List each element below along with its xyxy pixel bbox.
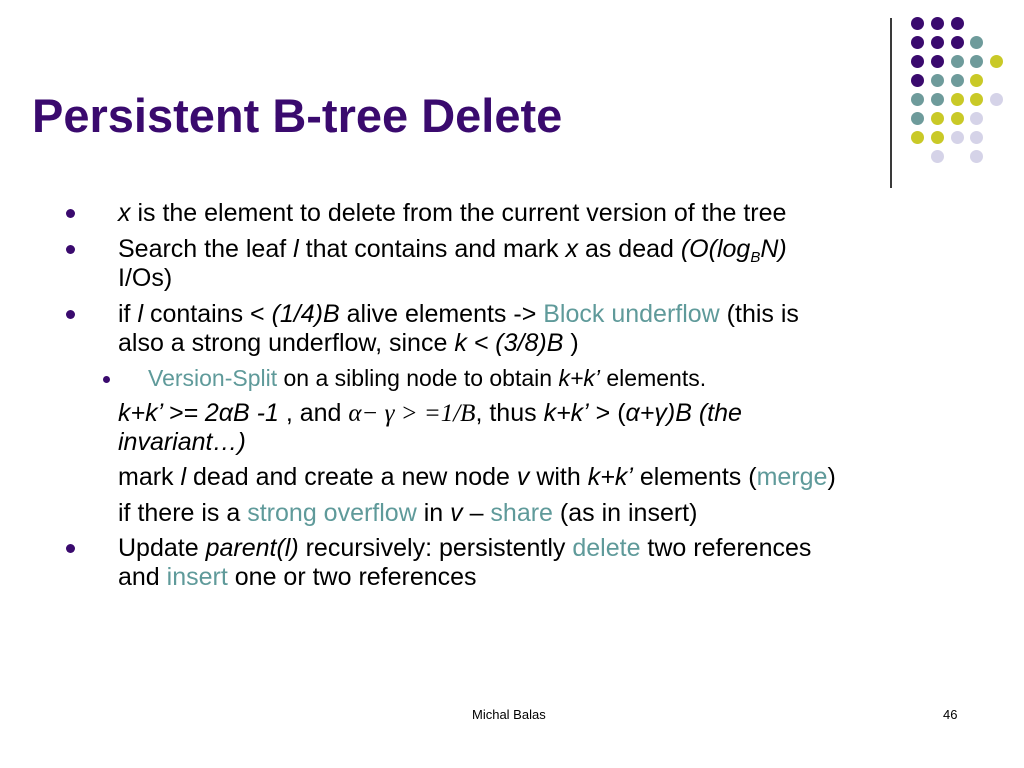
paragraph-text: (as in insert) [552,499,698,527]
paragraph-text: dead and create a new node [186,463,517,491]
bullet-1 [118,199,786,228]
paragraph-text: elements ( [632,463,757,491]
bullet-3-text: ) [563,329,579,357]
decor-dot [911,112,924,125]
decor-dot [911,93,924,106]
parent-l: parent(l) [205,534,299,562]
var-k: k [454,329,467,357]
bullet-marker [66,310,75,319]
alpha-gamma: α+γ [625,399,667,427]
decor-dot [931,55,944,68]
paragraph-3 [118,499,697,528]
complexity-sub: B [750,249,761,266]
paragraph-text: > ( [588,399,626,427]
bullet-3-line-2 [118,329,579,358]
decor-dot [911,55,924,68]
decor-dot [951,55,964,68]
paragraph-text: with [529,463,588,491]
paragraph-1-line-1 [118,399,742,428]
term-block-underflow: Block underflow [543,300,720,328]
expr: )B (the [666,399,742,427]
bullet-3-text: also a strong underflow, since [118,329,455,357]
bullet-4-text: one or two references [227,563,477,591]
title-divider-line [890,18,892,188]
paragraph-text: ) [827,463,836,491]
var-kk: k+k’ [558,365,600,391]
decor-dot [951,112,964,125]
sub-bullet-text: on a sibling node to obtain [277,365,559,391]
paragraph-1-line-2 [118,428,246,457]
decor-dot [931,36,944,49]
paragraph-text: mark [118,463,181,491]
decor-dot [970,131,983,144]
decor-dot [951,131,964,144]
bullet-marker [66,209,75,218]
bullet-2-line-2: I/Os) [118,264,173,292]
bullet-2-text: as dead [578,235,681,263]
complexity-post: N) [760,235,787,263]
var-kk: k+k’ [118,399,162,427]
bullet-4-text: recursively: persistently [298,534,573,562]
bullet-2-text: that contains and mark [298,235,566,263]
decor-dot [911,36,924,49]
fraction: (1/4)B [271,300,340,328]
bullet-3-text: alive elements -> [339,300,544,328]
bullet-3-text: (this is [719,300,799,328]
bullet-2-line-1 [118,235,787,264]
decor-dot [951,93,964,106]
slide-title: Persistent B-tree Delete [32,89,563,142]
sub-bullet-1 [148,364,706,393]
invariant-text: invariant…) [118,428,246,456]
var-kk: k+k’ [543,399,589,427]
decor-dot [990,55,1003,68]
paragraph-text: , thus [475,399,544,427]
decor-dot [931,150,944,163]
alpha: α [218,399,234,427]
var-kk: k+k’ [587,463,633,491]
var-v: v [516,463,530,491]
term-share: share [490,499,553,527]
sub-bullet-marker [103,376,110,383]
var-x: x [565,235,578,263]
decor-dot [970,150,983,163]
bullet-1-text: is the element to delete from the current version of the tree [137,199,787,227]
bullet-marker [66,544,75,553]
var-l: l [293,235,299,263]
decor-dot [911,131,924,144]
decor-dot [931,112,944,125]
condition: < (3/8)B [466,329,564,357]
bullet-4-text: Update [118,534,206,562]
decor-dot [911,74,924,87]
decor-dot [931,131,944,144]
decor-dot [970,36,983,49]
decor-dot [970,55,983,68]
var-l: l [180,463,187,491]
term-strong-overflow: strong overflow [247,499,417,527]
bullet-4-text: and [118,563,167,591]
paragraph-text: – [462,499,491,527]
bullet-4-line-2 [118,563,477,592]
decor-dot [970,74,983,87]
sub-bullet-text: elements. [606,365,707,391]
decor-dot [970,112,983,125]
paragraph-text: if there is a [118,499,248,527]
decor-dot [970,93,983,106]
decor-dot [931,17,944,30]
bullet-2-text: Search the leaf [118,235,294,263]
term-version-split: Version-Split [148,365,278,391]
complexity [680,235,787,266]
bullet-3-text: contains < [143,300,272,328]
expr: >= 2 [161,399,219,427]
var-x: x [118,199,131,227]
page-number: 46 [943,707,958,722]
bullet-3-text: if [118,300,138,328]
bullet-4-line-1 [118,534,811,563]
decor-dot [931,93,944,106]
decor-dot [990,93,1003,106]
paragraph-text: , and [278,399,349,427]
decor-dot [951,17,964,30]
math-expr: α− γ > =1/B [348,400,476,427]
decor-dot [951,74,964,87]
bullet-marker [66,245,75,254]
var-v: v [450,499,463,527]
footer-author: Michal Balas [472,707,546,722]
expr: B -1 [233,399,279,427]
term-merge: merge [756,463,828,491]
paragraph-2 [118,463,836,492]
term-delete: delete [572,534,641,562]
complexity-pre: (O(log [680,235,751,263]
paragraph-text: in [416,499,451,527]
decor-dot [951,36,964,49]
term-insert: insert [166,563,228,591]
decor-dot [911,17,924,30]
bullet-4-text: two references [640,534,812,562]
var-l: l [137,300,144,328]
decor-dot [931,74,944,87]
bullet-3-line-1 [118,300,799,329]
